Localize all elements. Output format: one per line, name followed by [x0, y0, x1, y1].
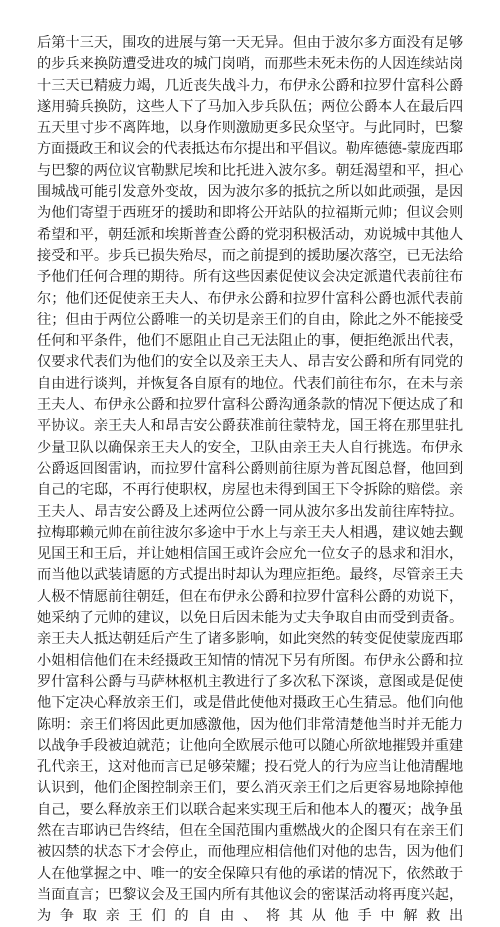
document-page — [37, 33, 463, 925]
body-paragraph: 后第十三天，围攻的进展与第一天无异。但由于波尔多方面没有足够的步兵来换防遭受进攻的城门岗哨，而那些未死未伤的人因连续站岗十三天已精疲力竭，几近丧失战斗力，布伊永公爵和拉罗什富科公爵遂用骑兵换防，这些人下了马加入步兵队伍；两位公爵本人在最后四五天里寸步不离阵地，以身作则激励更多民众坚守。与此同时，巴黎方面摄政王和议会的代表抵达布尔提出和平倡议。勒库德德-蒙庞西耶与巴黎的两位议官勒默尼埃和比托进入波尔多。朝廷渴望和平，担心围城战可能引发意外变故，因为波尔多的抵抗之所以如此顽强，是因为他们寄望于西班牙的援助和即将公开站队的拉福斯元帅；但议会则希望和平，朝廷派和埃斯普查公爵的党羽积极活动，劝说城中其他人接受和平。步兵已损失殆尽，而之前提到的援助屡次落空，已无法给予他们任何合理的期待。所有这些因素促使议会决定派遣代表前往布尔；他们还促使亲王夫人、布伊永公爵和拉罗什富科公爵也派代表前往；但由于两位公爵唯一的关切是亲王们的自由，除此之外不能接受任何和平条件，他们不愿阻止自己无法阻止的事，便拒绝派出代表，仅要求代表们为他们的安全以及亲王夫人、昂吉安公爵和所有同党的自由进行谈判，并恢复各自原有的地位。代表们前往布尔，在未与亲王夫人、布伊永公爵和拉罗什富科公爵沟通条款的情况下便达成了和平协议。亲王夫人和昂吉安公爵获准前往蒙特龙，国王将在那里驻扎少量卫队以确保亲王夫人的安全，卫队由亲王夫人自行挑选。布伊永公爵返回图雷讷，而拉罗什富科公爵则前往原为普瓦图总督，他回到自己的宅邸，不再行使职权，房屋也未得到国王下令拆除的赔偿。亲王夫人、昂吉安公爵及上述两位公爵一同从波尔多出发前往库特拉。拉梅耶赖元帅在前往波尔多途中于水上与亲王夫人相遇，建议她去觐见国王和王后，并让她相信国王或许会应允一位女子的恳求和泪水，而当他以武装请愿的方式提出时却认为理应拒绝。最终，尽管亲王夫人极不情愿前往朝廷，但在布伊永公爵和拉罗什富科公爵的劝说下，她采纳了元帅的建议，以免日后因未能为丈夫争取自由而受到责备。亲王夫人抵达朝廷后产生了诸多影响，如此突然的转变促使蒙庞西耶小姐相信他们在未经摄政王知情的情况下另有所图。布伊永公爵和拉罗什富科公爵与马萨林枢机主教进行了多次私下深谈，意图或是促使他下定决心释放亲王们，或是借此使他对摄政王心生猜忌。他们向他陈明：亲王们将因此更加感激他，因为他们非常清楚他当时并无能力以战争手段被迫就范；让他向全欧展示他可以随心所欲地摧毁并重建孔代亲王，这对他而言已足够荣耀；投石党人的行为应当让他清醒地认识到，他们企图控制亲王们，要么消灭亲王们之后更容易地除掉他自己，要么释放亲王们以联合起来实现王后和他本人的覆灭；战争虽然在吉耶讷已告终结，但在全国范围内重燃战火的企图只有在亲王们被囚禁的状态下才会停止，而他理应相信他们对他的忠告，因为他们人在他掌握之中、唯一的安全保障只有他的承诺的情况下，依然敢于当面直言；巴黎议会及王国内所有其他议会的密谋活动将再度兴起，为争取亲王们的自由、将其从他手中解救出 — [37, 35, 463, 925]
